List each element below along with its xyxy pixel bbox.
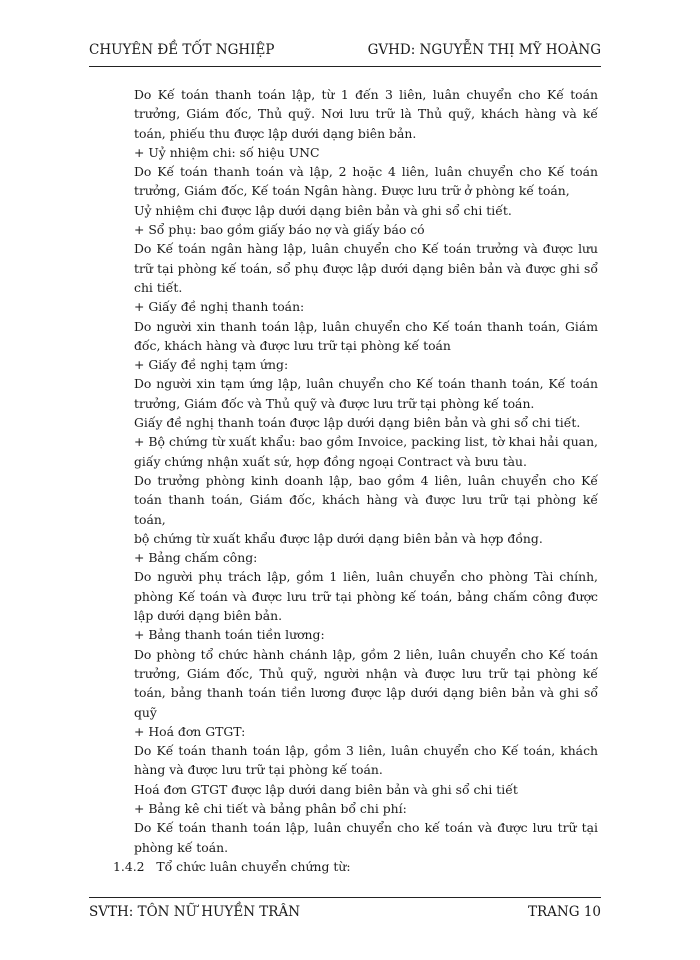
paragraph: bộ chứng từ xuất khẩu được lập dưới dạng biên bản và hợp đồng. <box>134 530 543 546</box>
list-item: + Bảng chấm công: <box>134 550 258 566</box>
page-header <box>89 42 601 62</box>
header-supervisor: GVHD: NGUYỄN THỊ MỸ HOÀNG <box>367 42 601 58</box>
paragraph: Do trưởng phòng kinh doanh lập, bao gồm 4 liên, luân chuyển cho Kế toán thanh toán, Giám đốc, khách hàng và được lưu trữ tại phòng kế toán, <box>134 472 598 527</box>
paragraph: Do Kế toán thanh toán lập, gồm 3 liên, luân chuyển cho Kế toán, khách hàng và được lưu trữ tại phòng kế toán. <box>134 743 598 778</box>
paragraph: Do Kế toán thanh toán và lập, 2 hoặc 4 liên, luân chuyển cho Kế toán trưởng, Giám đốc, Kế toán Ngân hàng. Được lưu trữ ở phòng kế toán, <box>134 164 598 199</box>
paragraph: Giấy đề nghị thanh toán được lập dưới dạng biên bản và ghi sổ chi tiết. <box>134 415 581 431</box>
list-item: + Sổ phụ: bao gồm giấy báo nợ và giấy báo có <box>134 222 425 238</box>
list-item: + Hoá đơn GTGT: <box>134 723 246 739</box>
footer-author: SVTH: TÔN NỮ HUYỀN TRÂN <box>89 904 301 920</box>
section-number: 1.4.2 <box>113 858 145 874</box>
paragraph: Do phòng tổ chức hành chánh lập, gồm 2 liên, luân chuyển cho Kế toán trưởng, Giám đốc, Thủ quỹ, người nhận và được lưu trữ tại phòng kế toán, bảng thanh toán tiền lương được lập dưới dạng biên bản và ghi sổ quỹ <box>134 646 598 720</box>
list-item: + Giấy đề nghị thanh toán: <box>134 299 305 315</box>
list-item: + Bảng thanh toán tiền lương: <box>134 627 325 643</box>
footer-page-number: TRANG 10 <box>528 904 601 920</box>
footer-divider <box>89 897 601 898</box>
paragraph: Hoá đơn GTGT được lập dưới dang biên bản và ghi sổ chi tiết <box>134 781 518 797</box>
list-item: + Giấy đề nghị tạm ứng: <box>134 357 289 373</box>
paragraph: Do Kế toán thanh toán lập, luân chuyển cho kế toán và được lưu trữ tại phòng kế toán. <box>134 820 598 855</box>
paragraph: Uỷ nhiệm chi được lập dưới dạng biên bản và ghi sổ chi tiết. <box>134 202 512 218</box>
paragraph: Do người xin thanh toán lập, luân chuyển cho Kế toán thanh toán, Giám đốc, khách hàng và được lưu trữ tại phòng kế toán <box>134 318 598 353</box>
document-body <box>113 85 598 876</box>
list-item: + Bảng kê chi tiết và bảng phân bổ chi phí: <box>134 800 407 816</box>
paragraph: Do Kế toán ngân hàng lập, luân chuyển cho Kế toán trưởng và được lưu trữ tại phòng kế toán, sổ phụ được lập dưới dạng biên bản và được ghi sổ chi tiết. <box>134 241 598 295</box>
section-title: Tổ chức luân chuyển chứng từ: <box>156 858 351 874</box>
paragraph: Do người xin tạm ứng lập, luân chuyển cho Kế toán thanh toán, Kế toán trưởng, Giám đốc và Thủ quỹ và được lưu trữ tại phòng kế toán. <box>134 376 598 411</box>
paragraph: Do Kế toán thanh toán lập, từ 1 đến 3 liên, luân chuyển cho Kế toán trưởng, Giám đốc, Thủ quỹ. Nơi lưu trữ là Thủ quỹ, khách hàng và kế toán, phiếu thu được lập dưới dạng biên bản. <box>134 87 598 141</box>
section-heading <box>113 857 598 876</box>
paragraph: Do người phụ trách lập, gồm 1 liên, luân chuyển cho phòng Tài chính, phòng Kế toán và được lưu trữ tại phòng kế toán, bảng chấm công được lập dưới dạng biên bản. <box>134 569 598 624</box>
header-document-title: CHUYÊN ĐỀ TỐT NGHIỆP <box>89 42 275 58</box>
header-divider <box>89 66 601 67</box>
page-footer <box>89 904 601 924</box>
list-item: + Uỷ nhiệm chi: số hiệu UNC <box>134 144 320 160</box>
list-item: + Bộ chứng từ xuất khẩu: bao gồm Invoice, packing list, tờ khai hải quan, giấy chứng nhận xuất sứ, hợp đồng ngoại Contract và bưu tàu. <box>134 434 598 469</box>
